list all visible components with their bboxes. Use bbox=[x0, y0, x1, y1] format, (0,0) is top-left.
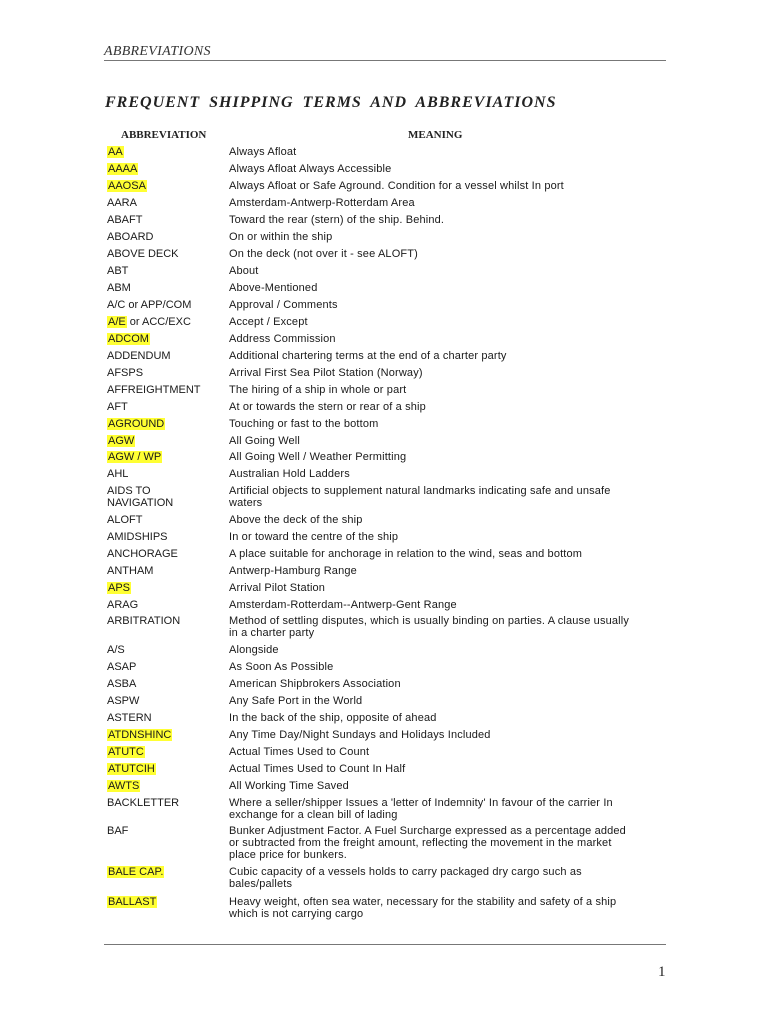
meaning-cell: Arrival Pilot Station bbox=[229, 582, 326, 594]
meaning-cell: All Going Well bbox=[229, 435, 300, 447]
abbreviation-cell bbox=[107, 418, 227, 430]
meaning-cell: Address Commission bbox=[229, 333, 336, 345]
abbreviation-text: AIDS TO NAVIGATION bbox=[107, 485, 174, 509]
meaning-cell: Above-Mentioned bbox=[229, 282, 318, 294]
meaning-cell: As Soon As Possible bbox=[229, 661, 334, 673]
abbreviation-cell bbox=[107, 797, 227, 809]
abbreviation-cell bbox=[107, 729, 227, 741]
abbreviation-cell bbox=[107, 197, 227, 209]
abbreviation-text: BALE CAP. bbox=[108, 866, 164, 878]
meaning-cell: About bbox=[229, 265, 259, 277]
abbreviation-cell bbox=[107, 780, 227, 792]
abbreviation-cell bbox=[107, 451, 227, 463]
abbreviation-text: AFT bbox=[107, 401, 128, 413]
meaning-cell: Antwerp-Hamburg Range bbox=[229, 565, 357, 577]
abbreviation-text: ABM bbox=[107, 282, 131, 294]
meaning-cell: Always Afloat bbox=[229, 146, 297, 158]
abbreviation-text: ANTHAM bbox=[107, 565, 154, 577]
abbreviation-cell bbox=[107, 367, 227, 379]
abbreviation-cell bbox=[107, 231, 227, 243]
meaning-cell: Bunker Adjustment Factor. A Fuel Surcharge expressed as a percentage added or subtracted from the freight amount, reflecting the movement in the market place price for bunkers. bbox=[229, 825, 626, 861]
abbreviation-cell bbox=[107, 180, 227, 192]
abbreviation-cell bbox=[107, 485, 197, 509]
abbreviation-text: ABOVE DECK bbox=[107, 248, 179, 260]
abbreviation-text: A/E bbox=[108, 316, 126, 328]
page-number: 1 bbox=[658, 964, 666, 980]
abbreviation-cell bbox=[107, 565, 227, 577]
abbreviation-text: ASTERN bbox=[107, 712, 152, 724]
abbreviation-text: ADDENDUM bbox=[107, 350, 171, 362]
abbreviation-text: ABT bbox=[107, 265, 129, 277]
abbreviation-cell bbox=[107, 695, 227, 707]
meaning-cell: Touching or fast to the bottom bbox=[229, 418, 379, 430]
abbreviation-text: AWTS bbox=[108, 780, 140, 792]
abbreviation-text: AARA bbox=[107, 197, 137, 209]
abbreviation-cell bbox=[107, 333, 227, 345]
meaning-cell: Additional chartering terms at the end of a charter party bbox=[229, 350, 507, 362]
meaning-cell: At or towards the stern or rear of a ship bbox=[229, 401, 426, 413]
abbreviation-text-rest: or ACC/EXC bbox=[126, 316, 191, 328]
meaning-cell: A place suitable for anchorage in relation to the wind, seas and bottom bbox=[229, 548, 583, 560]
running-header: ABBREVIATIONS bbox=[104, 44, 211, 59]
meaning-cell: Australian Hold Ladders bbox=[229, 468, 350, 480]
abbreviation-text: ATUTC bbox=[108, 746, 144, 758]
meaning-cell: Always Afloat Always Accessible bbox=[229, 163, 392, 175]
abbreviation-cell bbox=[107, 350, 227, 362]
meaning-cell: American Shipbrokers Association bbox=[229, 678, 401, 690]
abbreviation-cell bbox=[107, 265, 227, 277]
abbreviation-text: BACKLETTER bbox=[107, 797, 180, 809]
meaning-cell: Arrival First Sea Pilot Station (Norway) bbox=[229, 367, 423, 379]
meaning-cell: Above the deck of the ship bbox=[229, 514, 363, 526]
meaning-cell: Actual Times Used to Count bbox=[229, 746, 370, 758]
abbreviation-text: AFFREIGHTMENT bbox=[107, 384, 201, 396]
abbreviation-cell bbox=[107, 316, 227, 328]
abbreviation-cell bbox=[107, 163, 227, 175]
meaning-cell: Cubic capacity of a vessels holds to carry packaged dry cargo such as bales/pallets bbox=[229, 866, 582, 890]
meaning-cell: Toward the rear (stern) of the ship. Behind. bbox=[229, 214, 445, 226]
meaning-cell: Always Afloat or Safe Aground. Condition for a vessel whilst In port bbox=[229, 180, 564, 192]
abbreviation-text: ANCHORAGE bbox=[107, 548, 178, 560]
column-header-abbreviation: ABBREVIATION bbox=[121, 129, 207, 141]
abbreviation-text: AFSPS bbox=[107, 367, 144, 379]
abbreviation-text: ABOARD bbox=[107, 231, 154, 243]
abbreviation-text: ASAP bbox=[107, 661, 137, 673]
abbreviation-text: ABAFT bbox=[107, 214, 143, 226]
meaning-cell: All Going Well / Weather Permitting bbox=[229, 451, 407, 463]
meaning-cell: Amsterdam-Antwerp-Rotterdam Area bbox=[229, 197, 415, 209]
abbreviation-cell bbox=[107, 435, 227, 447]
abbreviation-cell bbox=[107, 514, 227, 526]
abbreviation-cell bbox=[107, 582, 227, 594]
abbreviation-cell bbox=[107, 531, 227, 543]
abbreviation-cell bbox=[107, 866, 227, 878]
abbreviation-cell bbox=[107, 282, 227, 294]
meaning-cell: Method of settling disputes, which is usually binding on parties. A clause usually in a charter party bbox=[229, 615, 629, 639]
abbreviation-cell bbox=[107, 299, 227, 311]
abbreviation-text: ADCOM bbox=[108, 333, 149, 345]
abbreviation-cell bbox=[107, 599, 227, 611]
document-title: FREQUENT SHIPPING TERMS AND ABBREVIATIONS bbox=[105, 94, 557, 111]
meaning-cell: Any Safe Port in the World bbox=[229, 695, 363, 707]
meaning-cell: Artificial objects to supplement natural landmarks indicating safe and unsafe waters bbox=[229, 485, 611, 509]
abbreviation-text: ALOFT bbox=[107, 514, 143, 526]
abbreviation-cell bbox=[107, 548, 227, 560]
column-header-meaning: MEANING bbox=[408, 129, 463, 141]
abbreviation-cell bbox=[107, 746, 227, 758]
abbreviation-text: AGW bbox=[108, 435, 135, 447]
abbreviation-text: ASPW bbox=[107, 695, 140, 707]
meaning-cell: On the deck (not over it - see ALOFT) bbox=[229, 248, 418, 260]
abbreviation-cell bbox=[107, 896, 227, 908]
abbreviation-cell bbox=[107, 712, 227, 724]
abbreviation-cell bbox=[107, 763, 227, 775]
meaning-cell: In or toward the centre of the ship bbox=[229, 531, 399, 543]
meaning-cell: Actual Times Used to Count In Half bbox=[229, 763, 406, 775]
abbreviation-text: APS bbox=[108, 582, 131, 594]
abbreviation-cell bbox=[107, 825, 227, 837]
abbreviation-text: AGROUND bbox=[108, 418, 165, 430]
abbreviation-text: ATDNSHINC bbox=[108, 729, 172, 741]
meaning-cell: On or within the ship bbox=[229, 231, 333, 243]
footer-rule bbox=[104, 944, 666, 945]
abbreviation-text: ARBITRATION bbox=[107, 615, 181, 627]
abbreviation-text: AMIDSHIPS bbox=[107, 531, 168, 543]
meaning-cell: Alongside bbox=[229, 644, 279, 656]
abbreviation-text: ATUTCIH bbox=[108, 763, 155, 775]
meaning-cell: In the back of the ship, opposite of ahead bbox=[229, 712, 437, 724]
abbreviation-text: AA bbox=[108, 146, 123, 158]
abbreviation-text: BAF bbox=[107, 825, 129, 837]
abbreviation-cell bbox=[107, 678, 227, 690]
abbreviation-cell bbox=[107, 468, 227, 480]
abbreviation-cell bbox=[107, 644, 227, 656]
meaning-cell: Heavy weight, often sea water, necessary for the stability and safety of a ship which is not carrying cargo bbox=[229, 896, 617, 920]
abbreviation-text: AAAA bbox=[108, 163, 138, 175]
abbreviation-cell bbox=[107, 214, 227, 226]
abbreviation-text: A/C or APP/COM bbox=[107, 299, 192, 311]
abbreviation-cell bbox=[107, 146, 227, 158]
abbreviation-text: ASBA bbox=[107, 678, 137, 690]
meaning-cell: Amsterdam-Rotterdam--Antwerp-Gent Range bbox=[229, 599, 457, 611]
abbreviation-text: AAOSA bbox=[108, 180, 146, 192]
abbreviation-text: BALLAST bbox=[108, 896, 157, 908]
header-rule bbox=[104, 60, 666, 61]
abbreviation-cell bbox=[107, 401, 227, 413]
abbreviation-cell bbox=[107, 248, 227, 260]
meaning-cell: All Working Time Saved bbox=[229, 780, 349, 792]
abbreviation-cell bbox=[107, 384, 227, 396]
abbreviation-text: A/S bbox=[107, 644, 125, 656]
meaning-cell: Approval / Comments bbox=[229, 299, 338, 311]
abbreviation-cell bbox=[107, 615, 227, 627]
abbreviation-text: AGW / WP bbox=[108, 451, 162, 463]
meaning-cell: Any Time Day/Night Sundays and Holidays Included bbox=[229, 729, 491, 741]
abbreviation-cell bbox=[107, 661, 227, 673]
meaning-cell: The hiring of a ship in whole or part bbox=[229, 384, 407, 396]
abbreviation-text: ARAG bbox=[107, 599, 139, 611]
abbreviation-text: AHL bbox=[107, 468, 129, 480]
meaning-cell: Where a seller/shipper Issues a 'letter of Indemnity' In favour of the carrier In exchange for a clean bill of lading bbox=[229, 797, 613, 821]
meaning-cell: Accept / Except bbox=[229, 316, 308, 328]
